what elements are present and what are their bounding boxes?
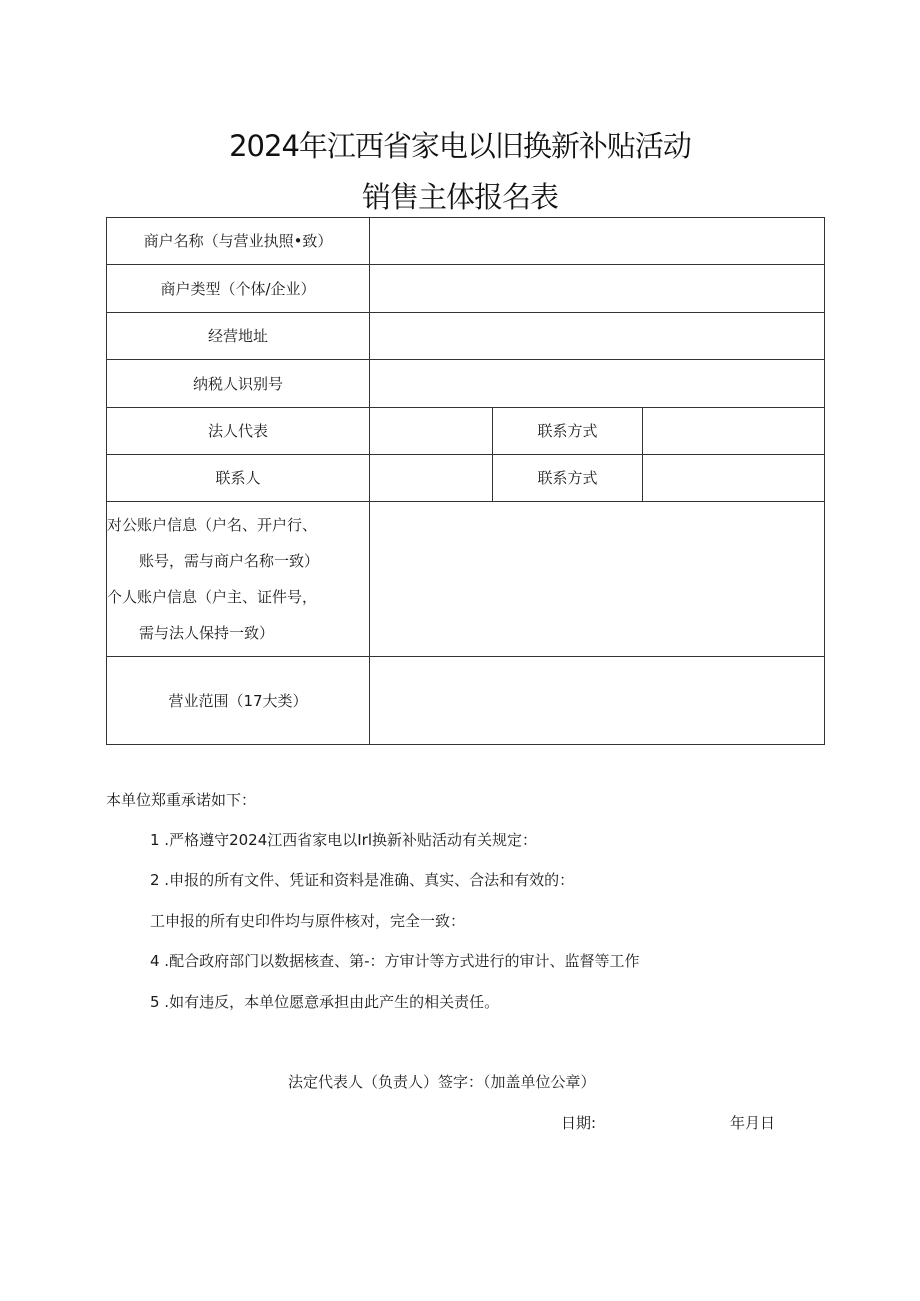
commitment-item-2: 2 .申报的所有文件、凭证和资料是准确、真实、合法和有效的：	[150, 871, 575, 889]
merchant-name-label: 商户名称（与营业执照•致）	[107, 218, 370, 265]
commitment-item-5: 5 .如有违反，本单位愿意承担由此产生的相关责任。	[150, 993, 500, 1011]
tax-id-field[interactable]	[370, 360, 825, 408]
contact-person-label: 联系人	[107, 455, 370, 502]
legal-rep-field[interactable]	[370, 408, 493, 455]
legal-rep-label: 法人代表	[107, 408, 370, 455]
merchant-type-field[interactable]	[370, 265, 825, 313]
row-legal-rep	[107, 408, 825, 455]
address-field[interactable]	[370, 313, 825, 360]
account-info-line4: 需与法人保持一致）	[139, 624, 275, 642]
account-info-field[interactable]	[370, 502, 825, 657]
address-label: 经营地址	[107, 313, 370, 360]
signature-line: 法定代表人（负责人）签字：（加盖单位公章）	[288, 1073, 596, 1091]
date-label: 日期:	[561, 1114, 597, 1132]
row-tax-id	[107, 360, 825, 408]
row-address	[107, 313, 825, 360]
commitment-item-3: 工申报的所有史印件均与原件核对，完全一致：	[150, 912, 466, 930]
account-info-label	[107, 502, 370, 657]
form-title-line1: 2024年江西省家电以旧换新补贴活动	[229, 129, 691, 163]
business-scope-field[interactable]	[370, 657, 825, 745]
form-title-line2: 销售主体报名表	[361, 180, 558, 214]
contact-person-contact-field[interactable]	[643, 455, 825, 502]
contact-person-field[interactable]	[370, 455, 493, 502]
legal-rep-contact-field[interactable]	[643, 408, 825, 455]
row-merchant-type	[107, 265, 825, 313]
merchant-type-label: 商户类型（个体/企业）	[107, 265, 370, 313]
account-info-line3: 个人账户信息（户主、证件号，	[107, 588, 318, 606]
account-info-line2: 账号，需与商户名称一致）	[139, 552, 320, 570]
contact-person-contact-label: 联系方式	[493, 455, 643, 502]
commitment-item-4: 4 .配合政府部门以数据核查、第-：方审计等方式进行的审计、监督等工作	[150, 952, 640, 970]
row-contact-person	[107, 455, 825, 502]
registration-form-table	[106, 217, 825, 745]
commitment-item-1: 1 .严格遵守2024江西省家电以Irl换新补贴活动有关规定：	[150, 831, 538, 849]
row-account-info	[107, 502, 825, 657]
business-scope-label: 营业范围（17大类）	[107, 657, 370, 745]
account-info-line1: 对公账户信息（户名、开户行、	[107, 516, 318, 534]
merchant-name-field[interactable]	[370, 218, 825, 265]
row-business-scope	[107, 657, 825, 745]
commitment-intro: 本单位郑重承诺如下：	[106, 791, 257, 809]
tax-id-label: 纳税人识别号	[107, 360, 370, 408]
legal-rep-contact-label: 联系方式	[493, 408, 643, 455]
row-merchant-name	[107, 218, 825, 265]
date-suffix: 年月日	[730, 1114, 776, 1132]
